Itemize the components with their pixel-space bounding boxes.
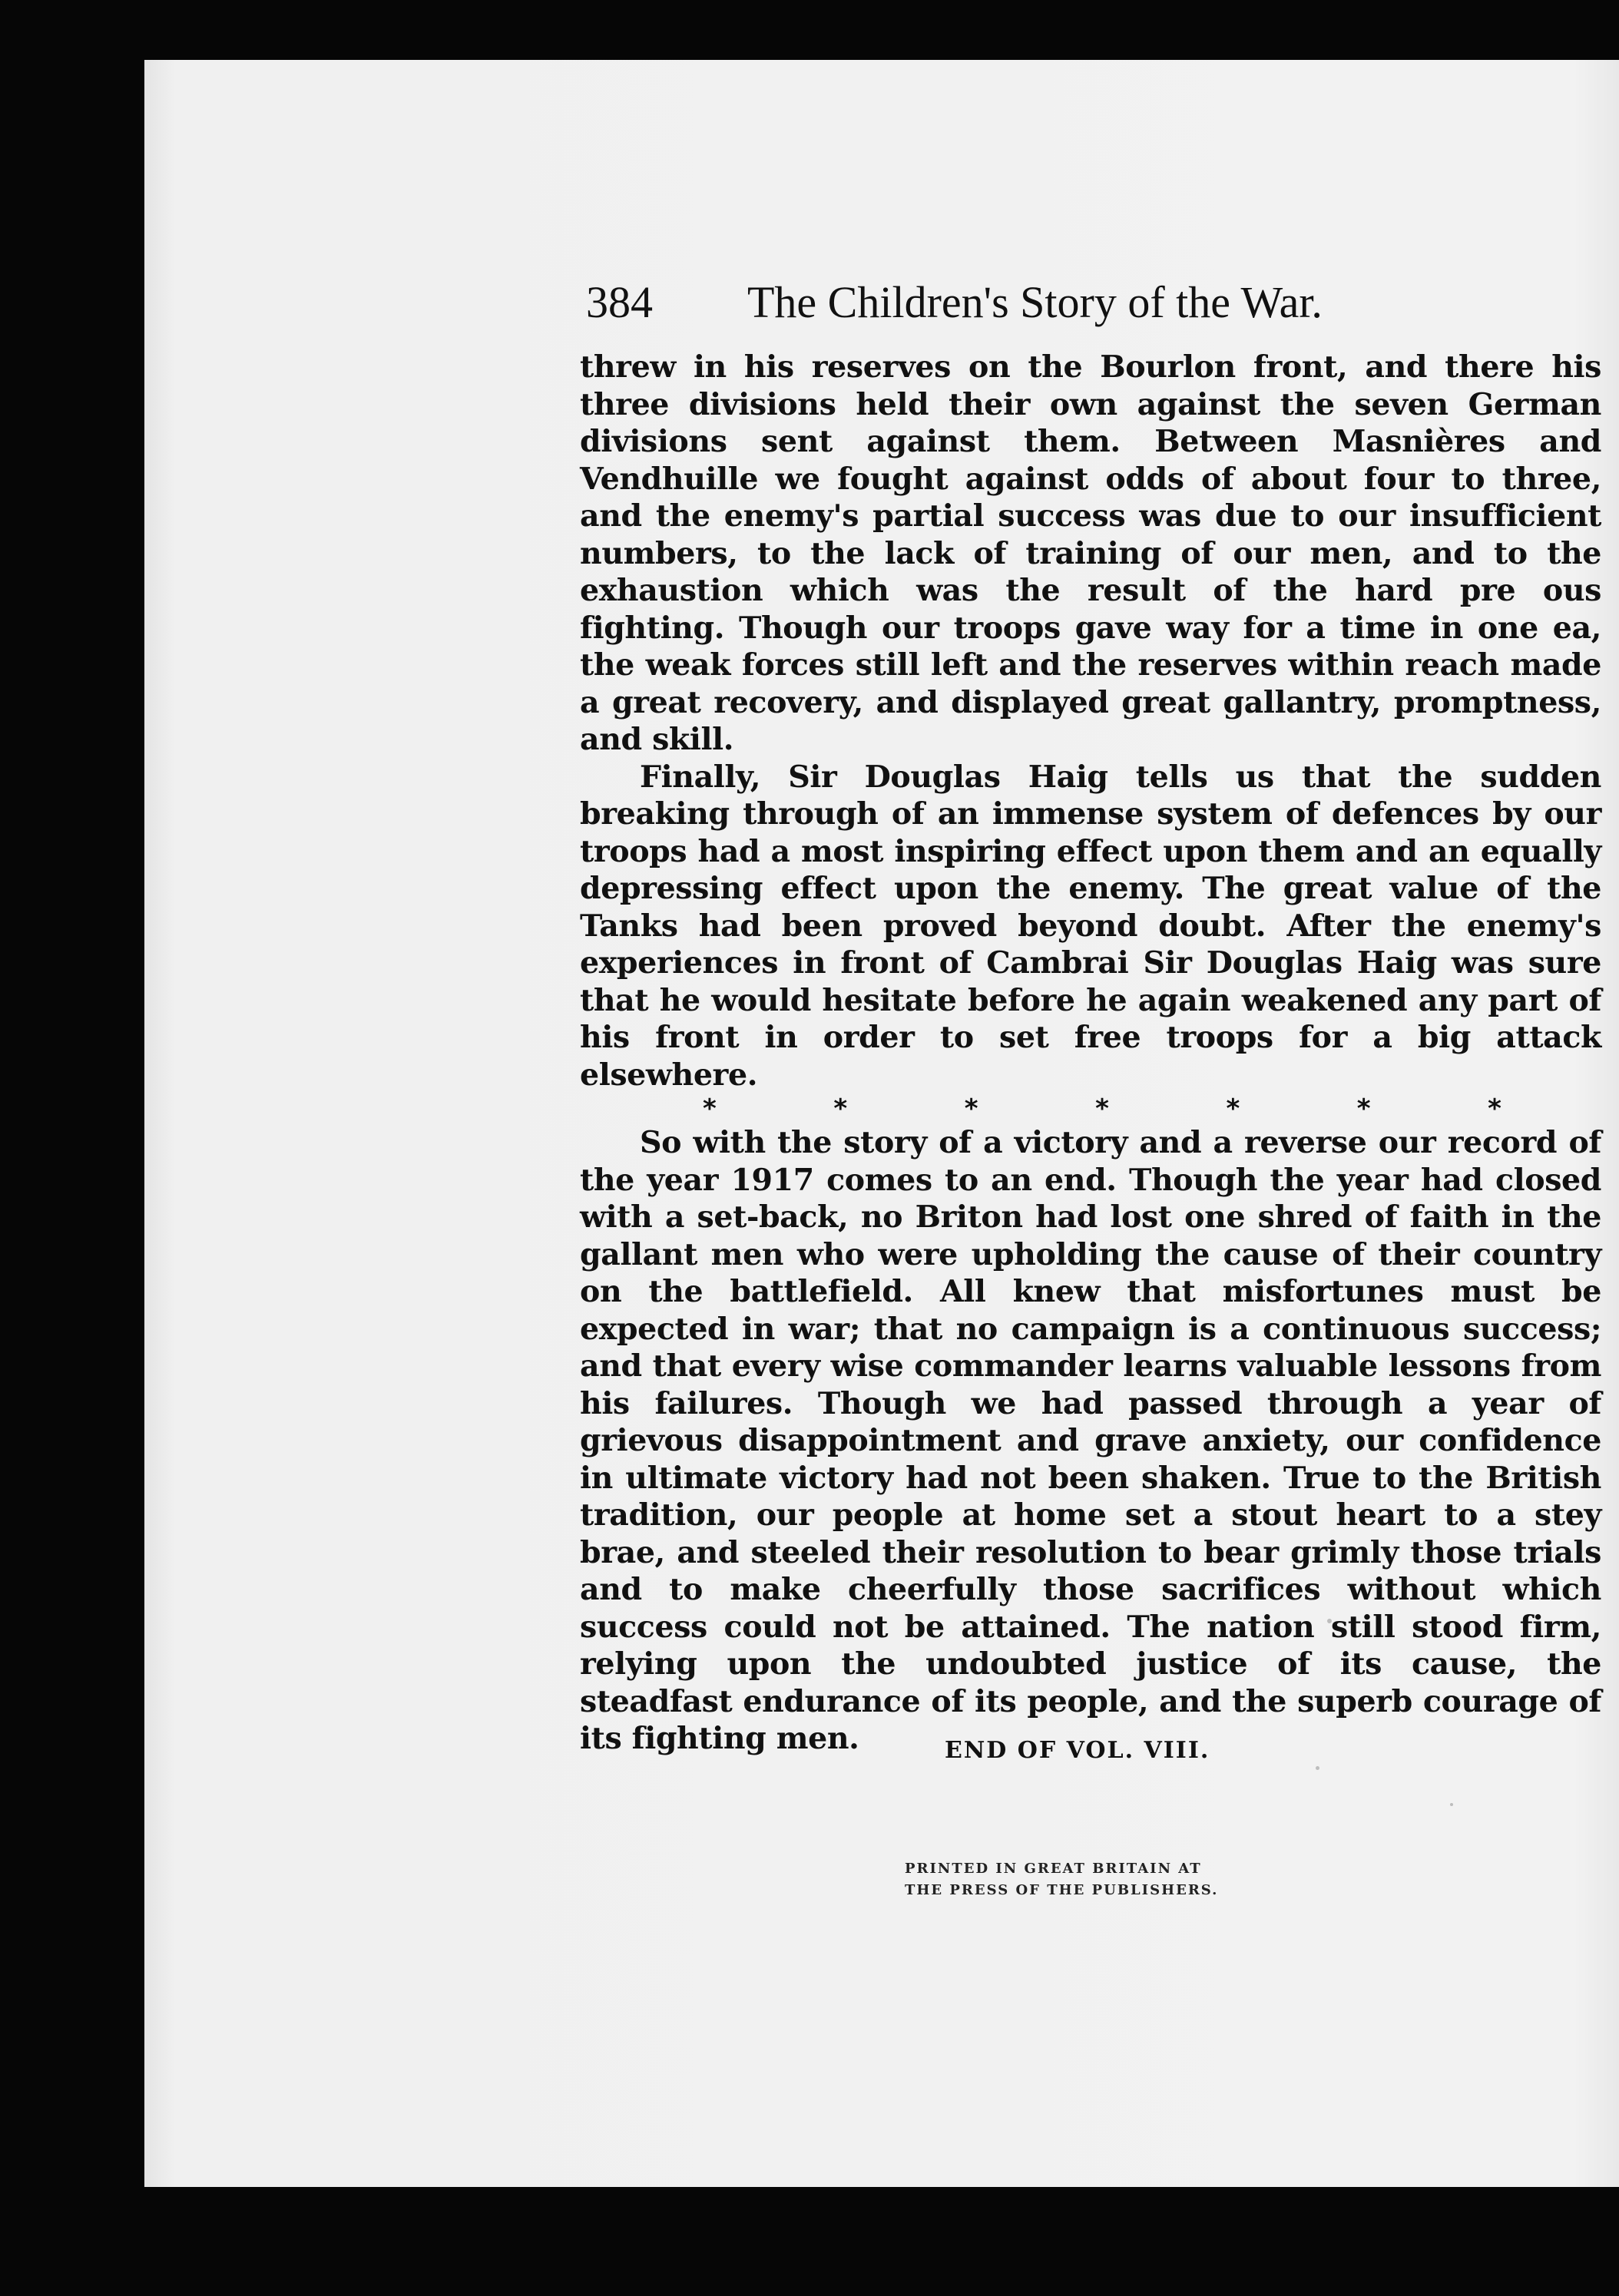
running-head bbox=[580, 276, 1601, 338]
asterisk: * bbox=[1226, 1093, 1240, 1124]
asterisk: * bbox=[1356, 1093, 1371, 1124]
printer-imprint bbox=[905, 1858, 1218, 1901]
page-number: 384 bbox=[586, 277, 653, 327]
imprint-line: PRINTED IN GREAT BRITAIN AT bbox=[905, 1861, 1202, 1877]
paper-speck bbox=[1316, 1766, 1319, 1770]
page-text bbox=[580, 276, 1601, 1758]
running-title: The Children's Story of the War. bbox=[747, 277, 1323, 327]
imprint-line: THE PRESS OF THE PUBLISHERS. bbox=[905, 1882, 1219, 1898]
asterisk: * bbox=[964, 1093, 978, 1124]
asterisk: * bbox=[1095, 1093, 1109, 1124]
asterisk: * bbox=[1488, 1093, 1501, 1124]
paper-speck bbox=[1450, 1803, 1453, 1806]
asterisk: * bbox=[833, 1093, 848, 1124]
section-break bbox=[703, 1093, 1501, 1124]
paragraph-continuation: threw in his reserves on the Bourlon front, and there his three divisions held their own against the seven German divisions sent against them. Between Masnières and Vendhuille we fought against odds of about four to three, and the enemy's partial success was due to our insufficient numbers, to the lack of training of our men, and to the exhaustion which was the result of the hard pre ous fighting. Though our troops gave way for a time in one ea, the weak forces still left and the reserves within reach made a great recovery, and displayed great gallantry, promptness, and skill. bbox=[580, 349, 1601, 757]
asterisk: * bbox=[703, 1093, 717, 1124]
paragraph-haig-summary: Finally, Sir Douglas Haig tells us that the sudden breaking through of an immense system of defences by our troops had a most inspiring effect upon them and an equally depressing effect upon the enemy. The great value of the Tanks had been proved beyond doubt. After the enemy's experiences in front of Cambrai Sir Douglas Haig was sure that he would hesitate before he again weakened any part of his front in order to set free troops for a big attack elsewhere. bbox=[580, 759, 1601, 1093]
paragraph-year-end: So with the story of a victory and a reverse our record of the year 1917 comes to an end. Though the year had closed with a set-back, no Briton had lost one shred of faith in the gallant men who were upholding the cause of their country on the battlefield. All knew that misfortunes must be expected in war; that no campaign is a continuous success; and that every wise commander learns valuable lessons from his failures. Though we had passed through a year of grievous disappointment and grave anxiety, our confidence in ultimate victory had not been shaken. True to the British tradition, our people at home set a stout heart to a stey brae, and steeled their resolution to bear grimly those trials and to make cheerfully those sacrifices without which success could not be attained. The nation still stood firm, relying upon the undoubted justice of its cause, the steadfast endurance of its people, and the superb courage of its fighting men. bbox=[580, 1125, 1601, 1756]
end-of-volume-note: END OF VOL. VIII. bbox=[945, 1737, 1210, 1764]
